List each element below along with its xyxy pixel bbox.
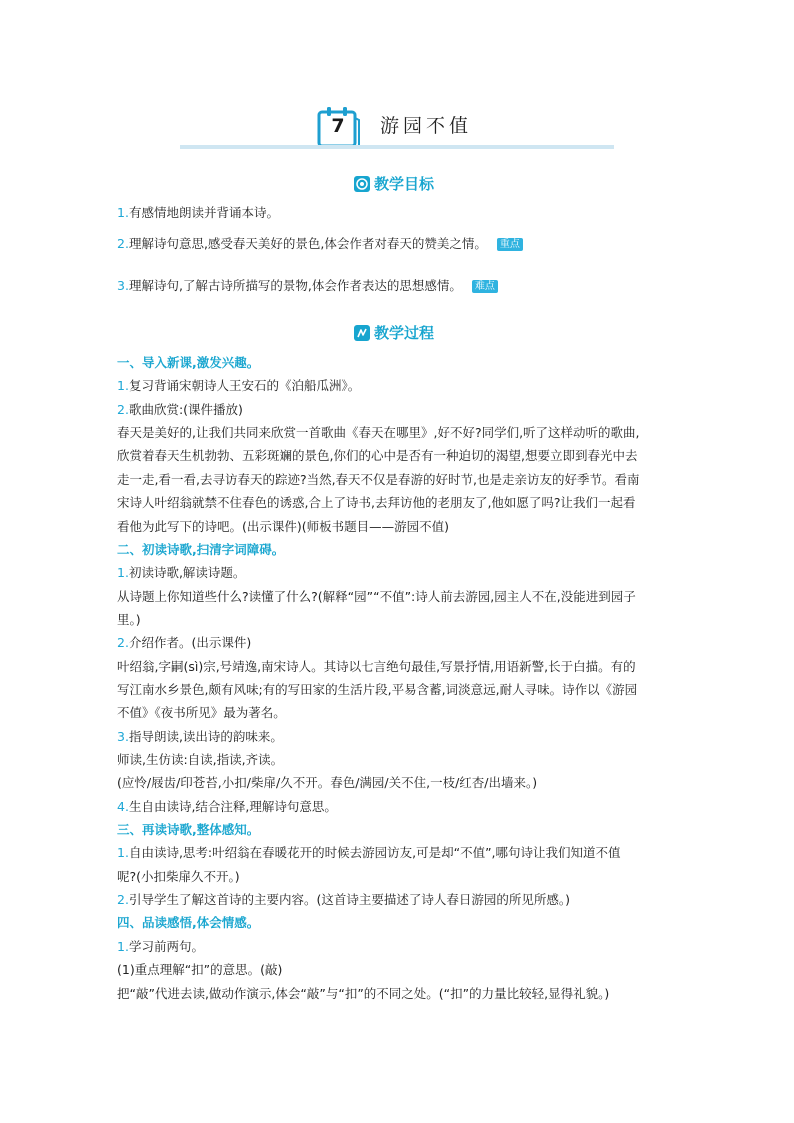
paragraph-line [117,939,204,955]
item-number: 1. [117,845,129,861]
goals-heading [354,175,434,193]
key-point-badge: 重点 [497,238,523,251]
paragraph-line [117,659,636,675]
line-text: 指导朗读,读出诗的韵味来。 [128,728,283,744]
line-text: 叶绍翁,字嗣(sì)宗,号靖逸,南宋诗人。其诗以七言绝句最佳,写景抒情,用语新警,长于白描。有的 [117,658,636,674]
paragraph-line [117,986,609,1002]
paragraph-line [117,682,637,698]
paragraph-line [117,845,621,861]
line-text: 复习背诵宋朝诗人王安石的《泊船瓜洲》。 [128,378,361,394]
section-heading-text: 三、再读诗歌,整体感知。 [117,822,260,837]
item-number: 4. [117,798,129,814]
target-icon [354,176,370,192]
paragraph-line [117,729,283,745]
item-number: 1. [117,938,129,954]
paragraph-line [117,752,283,768]
line-text: 自由读诗,思考:叶绍翁在春暖花开的时候去游园访友,可是却“不值”,哪句诗让我们知道不值 [128,845,621,861]
paragraph-line [117,425,640,441]
paragraph-line [117,892,570,908]
difficulty-badge: 难点 [472,280,498,293]
line-text: 初读诗歌,解读诗题。 [128,565,246,581]
paragraph-line [117,799,337,815]
section-heading-text: 四、品读感悟,体会情感。 [117,915,260,931]
paragraph-line [117,635,251,651]
goal-item-2: 2.理解诗句意思,感受春天美好的景色,体会作者对春天的赞美之情。 重点 [117,236,523,252]
line-text: 里。) [117,611,141,627]
section-heading [117,355,259,371]
section-heading-text: 二、初读诗歌,扫清字词障碍。 [117,541,285,557]
paragraph-line [117,705,286,721]
line-text: 春天是美好的,让我们共同来欣赏一首歌曲《春天在哪里》,好不好?同学们,听了这样动听的歌曲, [117,425,640,441]
title-underline [180,145,614,149]
goal-item-1: 1.有感情地朗读并背诵本诗。 [117,205,279,220]
item-number: 1. [117,378,129,394]
line-text: 学习前两句。 [128,938,204,954]
paragraph-line [117,472,640,488]
paragraph-line [117,589,636,605]
line-text: 师读,生仿读:自读,指读,齐读。 [117,752,284,767]
paragraph-line [117,565,245,581]
line-text: 不值》《夜书所见》最为著名。 [117,705,286,721]
paragraph-line [117,775,537,791]
line-text: 看他为此写下的诗吧。(出示课件)(师板书题目——游园不值) [117,518,450,534]
line-text: 把“敲”代进去读,做动作演示,体会“敲”与“扣”的不同之处。(“扣”的力量比较轻,显得礼貌。) [117,985,610,1001]
paragraph-line [117,869,240,885]
line-text: 宋诗人叶绍翁就禁不住春色的诱惑,合上了诗书,去拜访他的老朋友了,他如愿了吗?让我们一起看 [117,495,636,511]
paragraph-line [117,962,282,978]
line-text: 欣赏着春天生机勃勃、五彩斑斓的景色,你们的心中是否有一种迫切的渴望,想要立即到春光中去 [117,448,638,464]
section-heading [117,542,284,558]
paragraph-line [117,519,449,535]
process-heading [354,324,434,342]
line-text: 写江南水乡景色,颇有风味;有的写田家的生活片段,平易含蓄,词淡意远,耐人寻味。诗作以《游园 [117,681,638,697]
line-text: 呢?(小扣柴扉久不开。) [117,868,240,884]
process-heading-text: 教学过程 [374,324,435,342]
item-number: 2. [117,892,129,908]
section-heading-text: 一、导入新课,激发兴趣。 [117,355,260,370]
line-text: 走一走,看一看,去寻访春天的踪迹?当然,春天不仅是春游的好时节,也是走亲访友的好季节。看南 [117,471,640,487]
line-text: (1)重点理解“扣”的意思。(敲) [117,962,283,978]
paragraph-line [117,402,243,418]
item-number: 2. [117,401,129,417]
item-number: 2. [117,635,129,651]
process-icon [354,325,370,341]
section-heading [117,915,259,931]
page-title: 游园不值 [380,115,473,137]
paragraph-line [117,495,636,511]
line-text: 歌曲欣赏:(课件播放) [128,401,243,417]
paragraph-line [117,612,141,628]
section-heading [117,822,259,838]
goal-item-3: 3.理解诗句,了解古诗所描写的景物,体会作者表达的思想感情。 难点 [117,278,498,294]
line-text: 引导学生了解这首诗的主要内容。(这首诗主要描述了诗人春日游园的所见所感。) [128,892,570,908]
lesson-number: 7 [331,115,345,137]
item-number: 1. [117,565,129,581]
line-text: 介绍作者。(出示课件) [128,635,252,651]
paragraph-line [117,378,360,394]
line-text: 从诗题上你知道些什么?读懂了什么?(解释“园”“不值”:诗人前去游园,园主人不在,没能进到园子 [117,588,636,604]
paragraph-line [117,448,637,464]
line-text: (应怜/屐齿/印苍苔,小扣/柴扉/久不开。春色/满园/关不住,一枝/红杏/出墙来。) [117,775,538,791]
item-number: 3. [117,728,129,744]
line-text: 生自由读诗,结合注释,理解诗句意思。 [128,798,337,814]
goals-heading-text: 教学目标 [374,175,435,193]
